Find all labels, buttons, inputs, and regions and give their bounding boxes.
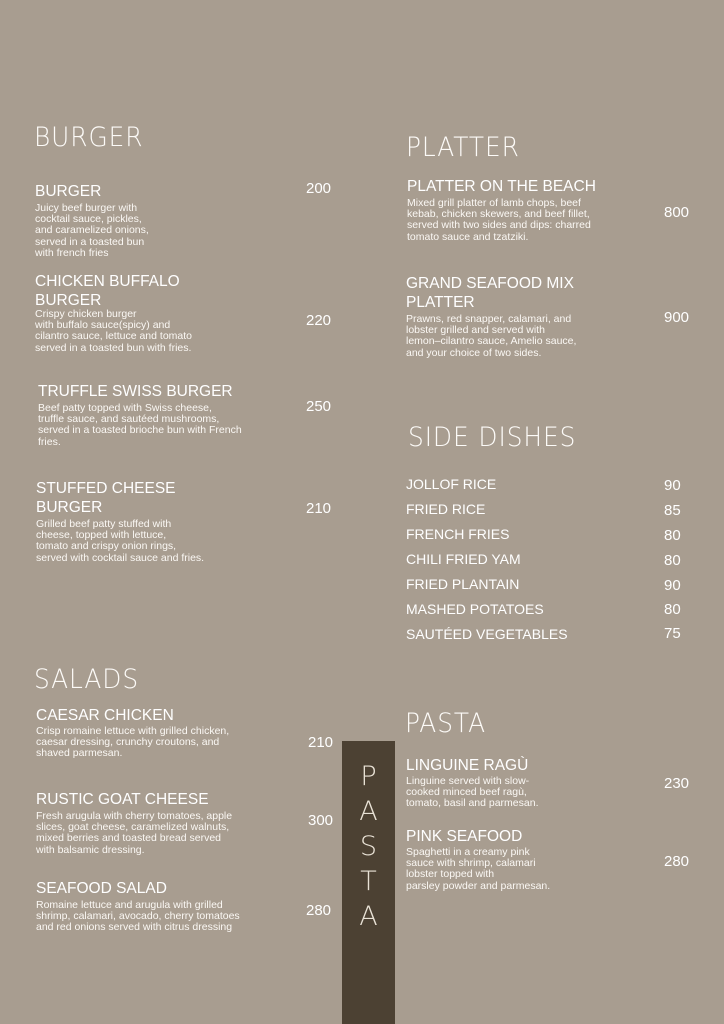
menu-item-description: Romaine lettuce and arugula with grilled shrimp, calamari, avocado, cherry tomatoes and red onions served with citrus dressing [36, 899, 240, 934]
menu-item-description: Mixed grill platter of lamb chops, beef kebab, chicken skewers, and beef fillet, served with two sides and dips: charred tomato sauce and tzatziki. [407, 197, 591, 243]
menu-item-price: 280 [664, 853, 690, 870]
menu-item-price: 800 [664, 204, 690, 221]
side-dish-name: MASHED POTATOES [406, 601, 544, 617]
menu-item-name: STUFFED CHEESE BURGER [36, 480, 176, 516]
menu-item-description: Crispy chicken burger with buffalo sauce(spicy) and cilantro sauce, lettuce and tomato served in a toasted bun with fries. [35, 308, 193, 354]
menu-item-price: 220 [306, 312, 332, 329]
side-dish-price: 75 [664, 625, 681, 642]
menu-item-name: BURGER [35, 183, 102, 200]
pasta-section-title: PASTA [405, 708, 486, 739]
band-letter: A [359, 901, 378, 932]
menu-item-price: 300 [308, 812, 334, 829]
side-dish-price: 80 [664, 552, 681, 569]
menu-item-name: LINGUINE RAGÙ [406, 757, 529, 774]
side-dish-price: 90 [664, 477, 681, 494]
side-dish-price: 90 [664, 577, 681, 594]
band-letter: S [359, 831, 378, 862]
side-dish-name: SAUTÉED VEGETABLES [406, 626, 568, 642]
side-dish-name: CHILI FRIED YAM [406, 551, 521, 567]
band-letter: T [360, 866, 377, 897]
burger-section-title: BURGER [34, 122, 144, 153]
menu-item-description: Beef patty topped with Swiss cheese, truffle sauce, and sautéed mushrooms, served in a toasted brioche bun with French fries. [38, 402, 242, 448]
menu-item-description: Spaghetti in a creamy pink sauce with shrimp, calamari lobster topped with parsley powder and parmesan. [406, 846, 551, 892]
menu-item-description: Linguine served with slow- cooked minced beef ragù, tomato, basil and parmesan. [406, 775, 539, 810]
menu-item-name: RUSTIC GOAT CHEESE [36, 791, 209, 808]
salads-section-title: SALADS [34, 664, 140, 695]
side-dish-name: FRENCH FRIES [406, 526, 510, 542]
menu-item-description: Fresh arugula with cherry tomatoes, apple slices, goat cheese, caramelized walnuts, mixed berries and toasted bread served with balsamic dressing. [36, 810, 233, 856]
menu-item-name: GRAND SEAFOOD MIX PLATTER [406, 275, 574, 311]
side-dishes-section-title: SIDE DISHES [408, 422, 577, 453]
menu-item-name: SEAFOOD SALAD [36, 880, 167, 897]
platter-section-title: PLATTER [406, 132, 520, 163]
band-letter: A [359, 796, 378, 827]
side-dish-name: FRIED RICE [406, 501, 486, 517]
menu-item-name: PINK SEAFOOD [406, 828, 523, 845]
side-dish-price: 80 [664, 601, 681, 618]
menu-item-name: CAESAR CHICKEN [36, 707, 174, 724]
menu-item-price: 200 [306, 180, 332, 197]
menu-item-name: CHICKEN BUFFALO BURGER [35, 273, 180, 309]
band-letter: P [360, 761, 377, 792]
side-dish-price: 85 [664, 502, 681, 519]
menu-item-name: PLATTER ON THE BEACH [407, 178, 596, 195]
menu-item-name: TRUFFLE SWISS BURGER [38, 383, 233, 400]
menu-item-price: 210 [308, 734, 334, 751]
side-dish-name: FRIED PLANTAIN [406, 576, 520, 592]
side-dish-name: JOLLOF RICE [406, 476, 497, 492]
menu-item-price: 900 [664, 309, 690, 326]
menu-item-description: Prawns, red snapper, calamari, and lobster grilled and served with lemon–cilantro sauce, Amelio sauce, and your choice of two sides. [406, 313, 577, 359]
menu-item-price: 230 [664, 775, 690, 792]
menu-item-description: Grilled beef patty stuffed with cheese, topped with lettuce, tomato and crispy onion rings, served with cocktail sauce and fries. [36, 518, 205, 564]
side-dish-price: 80 [664, 527, 681, 544]
menu-item-price: 210 [306, 500, 332, 517]
menu-item-description: Juicy beef burger with cocktail sauce, pickles, and caramelized onions, served in a toasted bun with french fries [35, 202, 149, 259]
menu-item-description: Crisp romaine lettuce with grilled chicken, caesar dressing, crunchy croutons, and shaved parmesan. [36, 725, 230, 760]
menu-item-price: 250 [306, 398, 332, 415]
menu-item-price: 280 [306, 902, 332, 919]
